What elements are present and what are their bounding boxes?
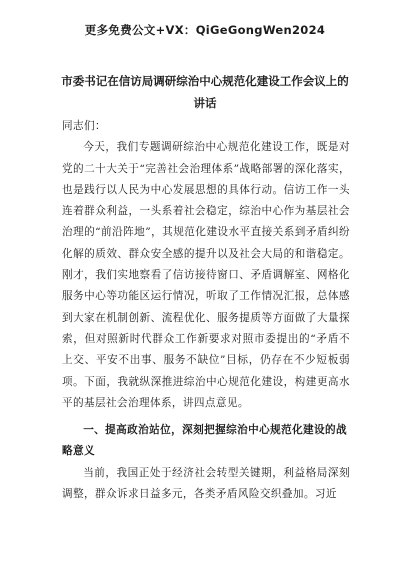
document-body — [62, 116, 350, 505]
section-heading: 一、提高政治站位，深刻把握综治中心规范化建设的战略意义 — [62, 424, 348, 458]
document-title: 市委书记在信访局调研综治中心规范化建设工作会议上的讲话 — [61, 74, 349, 110]
salutation: 同志们： — [62, 120, 106, 132]
promo-banner: 更多免费公文+VX：QiGeGongWen2024 — [84, 23, 326, 37]
body-paragraph: 当前，我国正处于经济社会转型关键期，利益格局深刻调整，群众诉求日益多元，各类矛盾风险交织叠加。习近 — [62, 466, 350, 501]
body-paragraph: 今天，我们专题调研综治中心规范化建设工作，既是对党的二十大关于“完善社会治理体系”战略部署的深化落实，也是践行以人民为中心发展思想的具体行动。信访工作一头连着群众利益，一头系着社会稳定，综治中心作为基层社会治理的“前沿阵地”，其规范化建设水平直接关系到矛盾纠纷化解的质效、群众安全感的提升以及社会大局的和谐稳定。刚才，我们实地察看了信访接待窗口、矛盾调解室、网格化服务中心等功能区运行情况，听取了工作情况汇报，总体感到大家在机制创新、流程优化、服务提质等方面做了大量探索，但对照新时代群众工作新要求对照市委提出的“矛盾不上交、平安不出事、服务不缺位”目标，仍存在不少短板弱项。下面，我就纵深推进综治中心规范化建设，构建更高水平的基层社会治理体系，讲四点意见。 — [62, 141, 350, 409]
